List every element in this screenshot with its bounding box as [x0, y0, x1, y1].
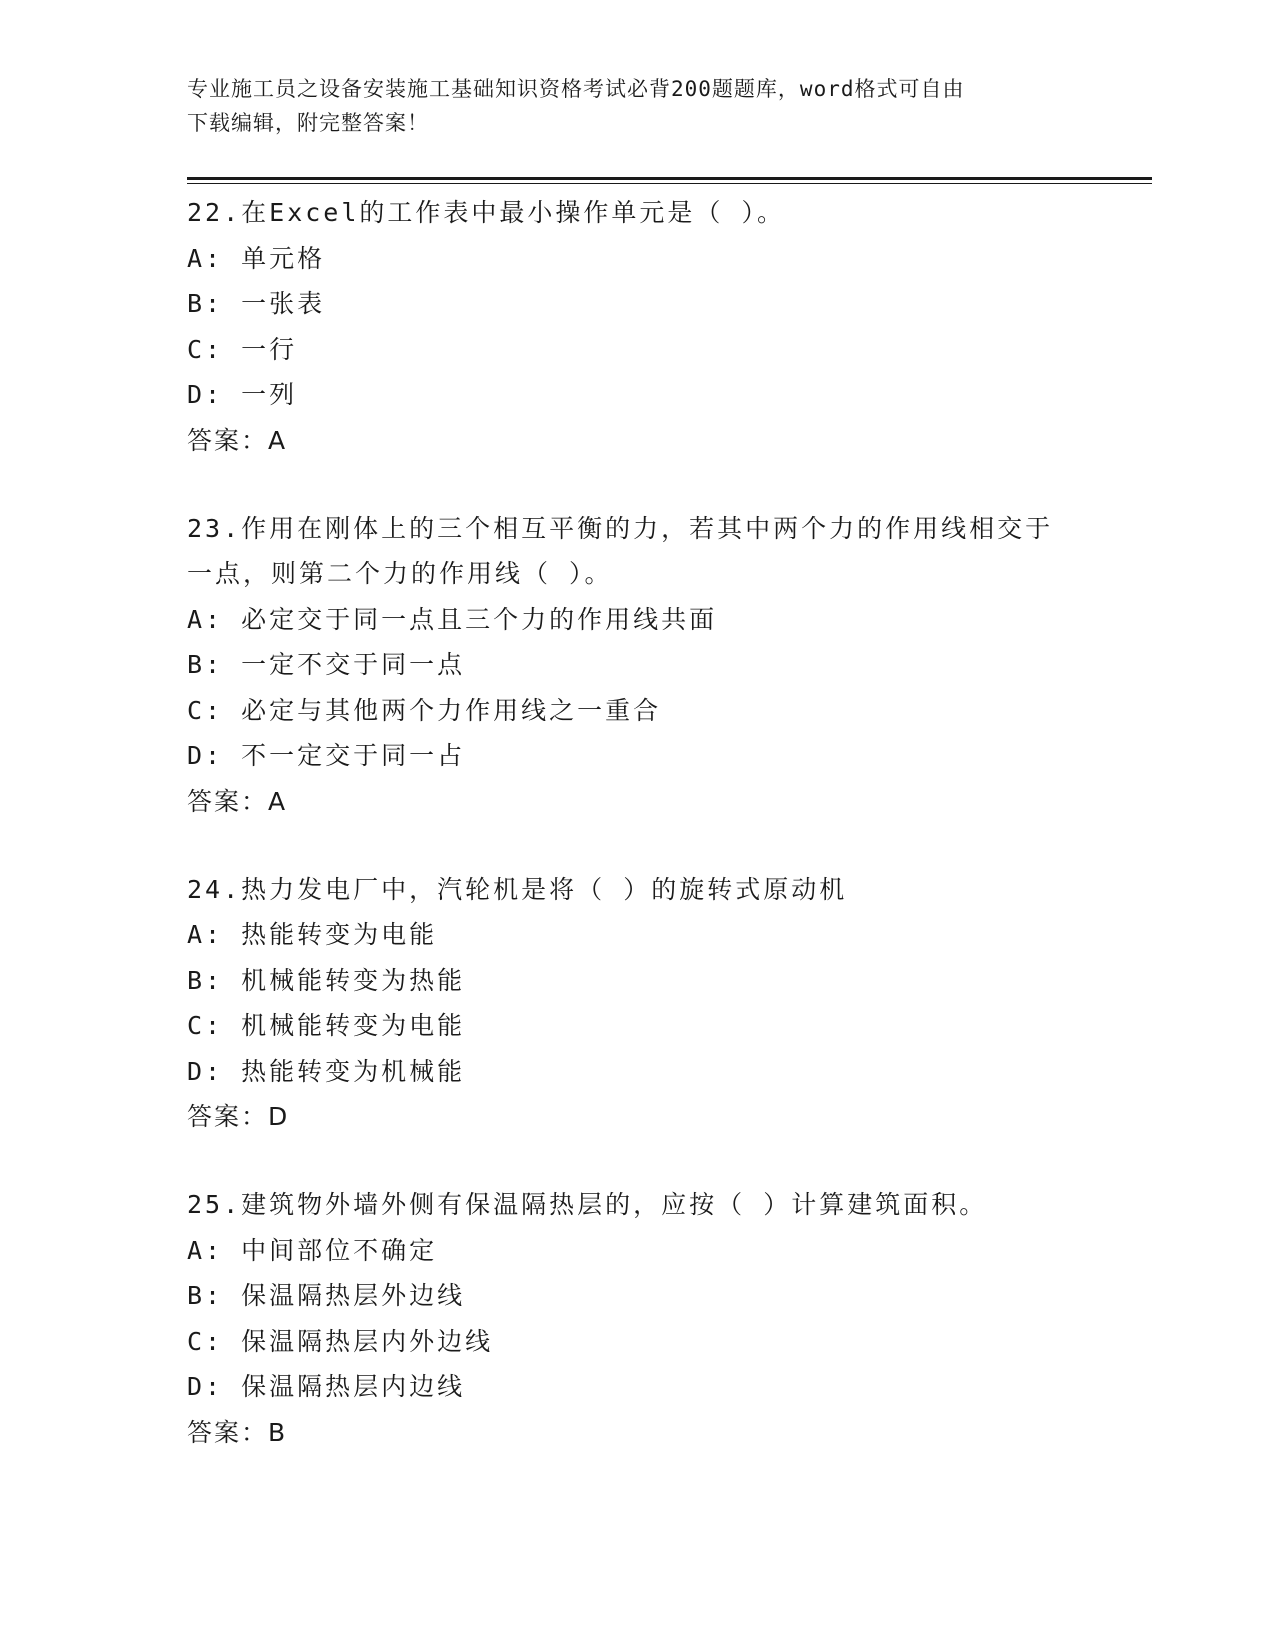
answer-label: 答案：B	[187, 1417, 288, 1447]
question-25	[187, 1182, 1087, 1456]
header-title-line-1: 专业施工员之设备安装施工基础知识资格考试必背200题题库，word格式可自由	[187, 77, 965, 101]
question-24	[187, 867, 1087, 1141]
question-list	[187, 190, 1087, 1456]
option-a: A: 中间部位不确定	[187, 1235, 438, 1265]
question-22	[187, 190, 1087, 464]
option-d: D: 不一定交于同一占	[187, 741, 466, 770]
question-stem: 25.建筑物外墙外侧有保温隔热层的，应按（ ）计算建筑面积。	[187, 1190, 988, 1219]
answer-label: 答案：A	[187, 786, 288, 816]
option-c: C: 必定与其他两个力作用线之一重合	[187, 695, 662, 725]
header-divider-thick	[187, 177, 1152, 180]
option-a: A: 热能转变为电能	[187, 920, 438, 949]
option-a: A: 必定交于同一点且三个力的作用线共面	[187, 604, 718, 634]
question-stem: 23.作用在刚体上的三个相互平衡的力，若其中两个力的作用线相交于	[187, 513, 1054, 543]
option-c: C: 机械能转变为电能	[187, 1011, 466, 1040]
document-header	[187, 72, 1067, 140]
question-spacer	[187, 825, 1087, 867]
option-c: C: 保温隔热层内外边线	[187, 1326, 494, 1356]
option-b: B: 保温隔热层外边线	[187, 1281, 466, 1310]
question-23	[187, 506, 1087, 825]
option-b: B: 机械能转变为热能	[187, 965, 466, 995]
header-divider-thin	[187, 183, 1152, 184]
question-stem: 24.热力发电厂中，汽轮机是将（ ）的旋转式原动机	[187, 874, 848, 904]
header-title-line-2: 下载编辑，附完整答案！	[187, 111, 429, 135]
option-b: B: 一定不交于同一点	[187, 650, 466, 679]
question-spacer	[187, 1140, 1087, 1182]
answer-label: 答案：A	[187, 425, 288, 455]
question-stem-continued: 一点，则第二个力的作用线（ ）。	[187, 559, 613, 588]
option-a: A: 单元格	[187, 243, 326, 273]
option-d: D: 保温隔热层内边线	[187, 1372, 466, 1401]
option-d: D: 热能转变为机械能	[187, 1056, 466, 1086]
answer-label: 答案：D	[187, 1102, 290, 1131]
option-d: D: 一列	[187, 380, 298, 409]
option-c: C: 一行	[187, 334, 298, 364]
option-b: B: 一张表	[187, 289, 326, 318]
question-spacer	[187, 464, 1087, 506]
question-stem: 22.在Excel的工作表中最小操作单元是（ ）。	[187, 198, 785, 227]
